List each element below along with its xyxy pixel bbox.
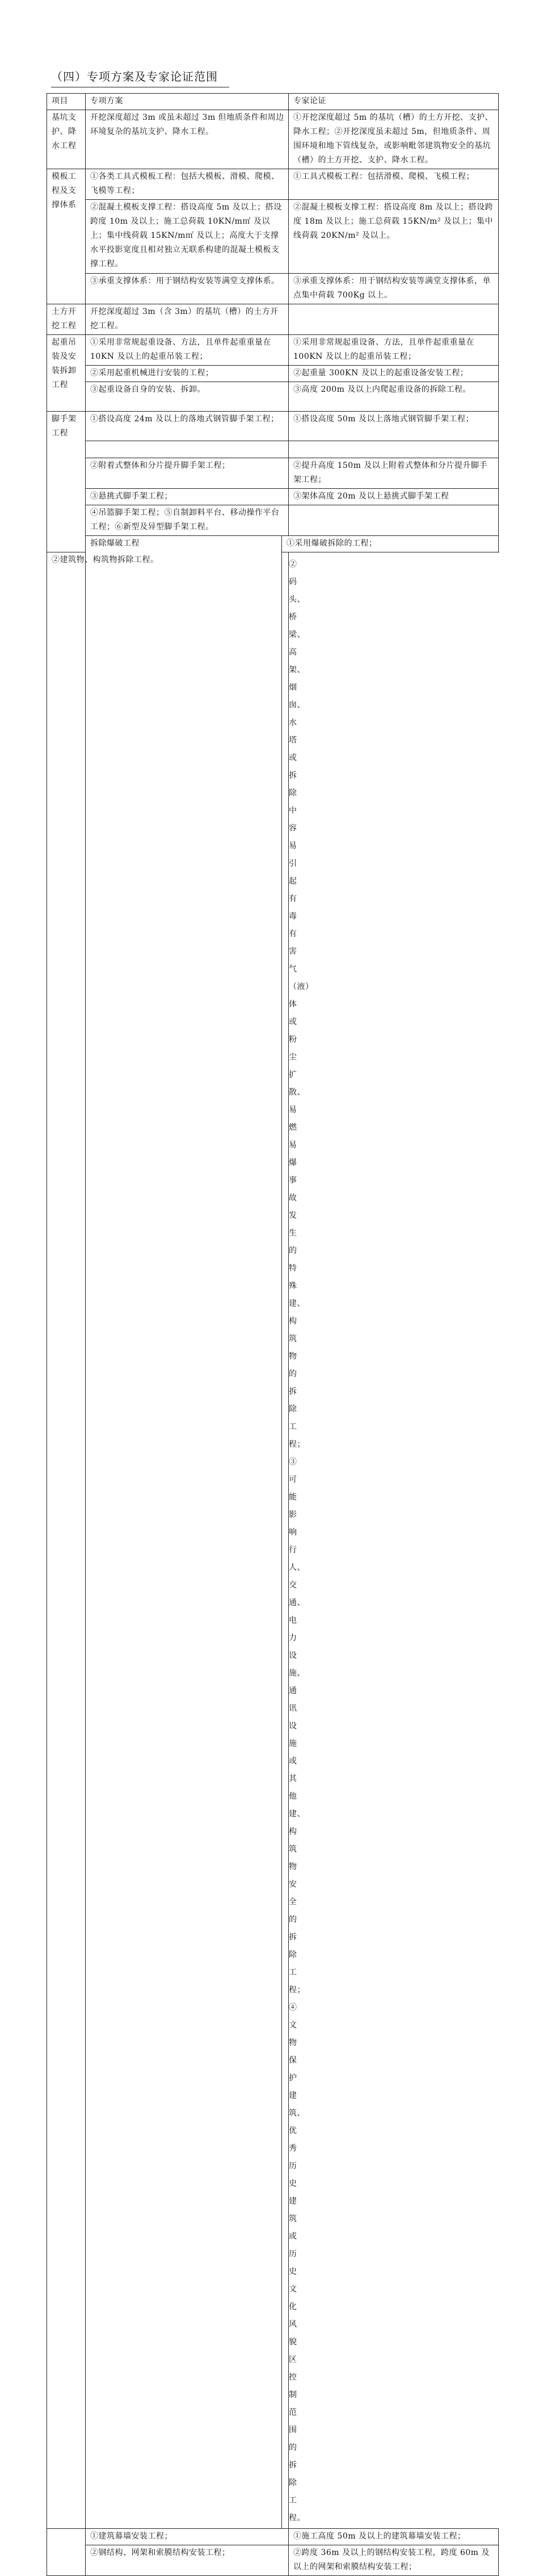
header-plan: 专项方案 xyxy=(86,94,289,110)
expert-cell: ②混凝土模板支撑工程：搭设高度 8m 及以上；搭设跨度 18m 及以上；施工总荷载 15KN/m² 及以上；集中线荷载 20KN/m² 及以上。 xyxy=(289,200,499,274)
expert-cell: ②提升高度 150m 及以上附着式整体和分片提升脚手架工程； xyxy=(289,458,499,489)
table-row xyxy=(47,412,499,441)
special-plan-table xyxy=(47,93,499,2576)
plan-cell: ①采用爆破拆除的工程； xyxy=(282,536,499,552)
plan-cell: 开挖深度超过 3m（含 3m）的基坑（槽）的土方开挖工程。 xyxy=(86,304,289,335)
plan-cell: ①各类工具式模板工程：包括大模板、滑模、爬模、飞模等工程； xyxy=(86,169,289,200)
plan-cell: ②钢结构、网架和索膜结构安装工程； xyxy=(86,2545,289,2576)
expert-cell: ③承重支撑体系：用于钢结构安装等满堂支撑体系，单点集中荷载 700Kg 以上。 xyxy=(289,274,499,304)
plan-cell: ①搭设高度 24m 及以上的落地式钢管脚手架工程； xyxy=(86,412,289,441)
section-title: （四）专项方案及专家论证范围 xyxy=(51,70,218,83)
expert-cell: ①搭设高度 50m 及以上落地式钢管脚手架工程； xyxy=(289,412,499,441)
table-row xyxy=(47,382,499,412)
table-header-row xyxy=(47,94,499,110)
table-row xyxy=(47,304,499,335)
table-row xyxy=(47,458,499,489)
table-row xyxy=(47,274,499,304)
category-scaffold: 脚手架工程 xyxy=(47,412,86,552)
header-expert: 专家论证 xyxy=(289,94,499,110)
table-row xyxy=(47,489,499,505)
category-lifting: 起重吊装及安装拆卸工程 xyxy=(47,335,86,412)
table-row xyxy=(47,552,499,2529)
expert-cell: ③高度 200m 及以上内爬起重设备的拆除工程。 xyxy=(289,382,499,412)
expert-cell-empty xyxy=(289,441,499,458)
table-row xyxy=(47,200,499,274)
expert-cell xyxy=(282,552,314,2529)
table-row xyxy=(47,335,499,366)
expert-cell: ①施工高度 50m 及以上的建筑幕墙安装工程； xyxy=(289,2529,499,2545)
plan-cell: ③起重设备自身的安装、拆卸。 xyxy=(86,382,289,412)
table-row xyxy=(47,2529,499,2545)
plan-cell-empty xyxy=(86,441,289,458)
expert-cell xyxy=(289,505,499,536)
plan-cell: ②建筑物、构筑物拆除工程。 xyxy=(47,552,282,2529)
table-row xyxy=(47,169,499,200)
expert-cell: ③架体高度 20m 及以上悬挑式脚手架工程 xyxy=(289,489,499,505)
expert-cell: ①工具式模板工程：包括滑模、爬模、飞模工程； xyxy=(289,169,499,200)
plan-cell: 开挖深度超过 3m 或虽未超过 3m 但地质条件和周边环境复杂的基坑支护、降水工程。 xyxy=(86,110,289,169)
plan-cell: ②混凝土模板支撑工程：搭设高度 5m 及以上；搭设跨度 10m 及以上；施工总荷载 10KN/m㎡ 及以上；集中线荷载 15KN/m㎡ 及以上；高度大于支撑水平投影宽度且相对独立无联系构建的混凝土模板支撑工程。 xyxy=(86,200,289,274)
expert-cell: ①开挖深度超过 5m 的基坑（槽）的土方开挖、支护、降水工程；②开挖深度虽未超过 5m，但地质条件、周围环境和地下管线复杂，或影响毗邻建筑物安全的基坑（槽）的土方开挖、支护、降水工程。 xyxy=(289,110,499,169)
table-row xyxy=(47,110,499,169)
plan-cell: ①建筑幕墙安装工程； xyxy=(86,2529,289,2545)
category-earthwork: 土方开挖工程 xyxy=(47,304,86,335)
demolition-expert-text: ②码头、桥梁、高架、烟囱、水塔或拆除中容易引起有毒有害气（液）体或粉尘扩散、易燃易爆事故发生的特殊建、构筑物的拆除工程；③可能影响行人、交通、电力设施、通讯设施或其他建、构筑物安全的拆除工程；④文物保护建筑、优秀历史建筑或历史文化风貌区控制范围的拆除工程。 xyxy=(289,560,314,2523)
category-curtain-empty xyxy=(47,2529,86,2576)
plan-cell: ②附着式整体和分片提升脚手架工程； xyxy=(86,458,289,489)
plan-cell: ②采用起重机械进行安装的工程； xyxy=(86,366,289,382)
category-demolition: 拆除爆破工程 xyxy=(86,536,282,2529)
plan-cell: ①采用非常规起重设备、方法，且单件起重重量在 10KN 及以上的起重吊装工程； xyxy=(86,335,289,366)
category-formwork: 模板工程及支撑体系 xyxy=(47,169,86,304)
expert-cell: ②跨度 36m 及以上的钢结构安装工程，跨度 60m 及以上的网架和索膜结构安装工程； xyxy=(289,2545,499,2576)
plan-cell: ③承重支撑体系：用于钢结构安装等满堂支撑体系。 xyxy=(86,274,289,304)
category-excavation-support: 基坑支护、降水工程 xyxy=(47,110,86,169)
table-row xyxy=(47,366,499,382)
header-item: 项目 xyxy=(47,94,86,110)
table-row xyxy=(47,536,499,552)
plan-cell: ③悬挑式脚手架工程； xyxy=(86,489,289,505)
expert-cell xyxy=(289,304,499,335)
expert-cell: ①采用非常规起重设备、方法，且单件起重重量在 100KN 及以上的起重吊装工程； xyxy=(289,335,499,366)
table-row-empty xyxy=(47,441,499,458)
table-row xyxy=(47,505,499,536)
plan-cell: ④吊篮脚手架工程；⑤自制卸料平台、移动操作平台工程；⑥新型及异型脚手架工程。 xyxy=(86,505,289,536)
expert-cell: ②起重量 300KN 及以上的起重设备安装工程； xyxy=(289,366,499,382)
table-row xyxy=(47,2545,499,2576)
